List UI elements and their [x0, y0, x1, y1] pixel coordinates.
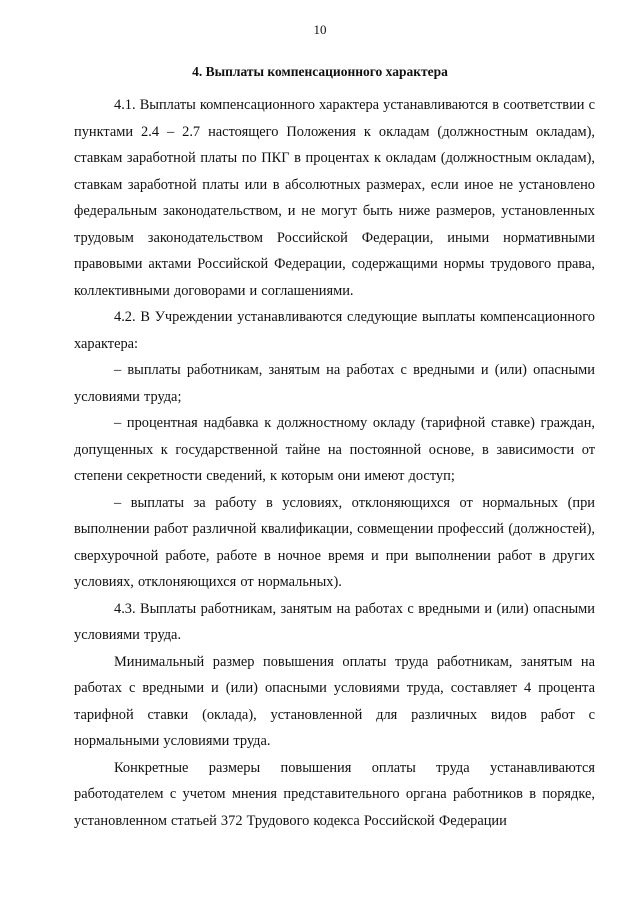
page-number: 10	[313, 22, 327, 37]
paragraph-specific-amounts: Конкретные размеры повышения оплаты труда устанавливаются работодателем с учетом мнения представительного органа работников в порядке, установленном статьей 372 Трудового кодекса Российской Федерации	[74, 759, 595, 829]
paragraph-4-1: 4.1. Выплаты компенсационного характера устанавливаются в соответствии с пунктами 2.4 – 2.7 настоящего Положения к окладам (должностным окладам), ставкам заработной платы по ПКГ в процентах к окладам (должностным окладам), ставкам заработной платы или в абсолютных размерах, если иное не установлено федеральным законодательством, и не могут быть ниже размеров, установленных трудовым законодательством Российской Федерации, иными нормативными правовыми актами Российской Федерации, содержащими нормы трудового права, коллективными договорами и соглашениями.	[74, 97, 595, 299]
paragraph-minimum-increase: Минимальный размер повышения оплаты труда работникам, занятым на работах с вредными и (или) опасными условиями труда, составляет 4 процента тарифной ставки (оклада), установленной для различных видов работ с нормальными условиями труда.	[74, 653, 595, 749]
list-item-harmful-conditions: – выплаты работникам, занятым на работах с вредными и (или) опасными условиями труда;	[74, 362, 595, 405]
paragraph-4-3: 4.3. Выплаты работникам, занятым на работах с вредными и (или) опасными условиями труда.	[74, 600, 595, 643]
document-body	[74, 92, 595, 834]
paragraph-4-2: 4.2. В Учреждении устанавливаются следующие выплаты компенсационного характера:	[74, 309, 595, 352]
list-item-abnormal-conditions: – выплаты за работу в условиях, отклоняющихся от нормальных (при выполнении работ различной квалификации, совмещении профессий (должностей), сверхурочной работе, работе в ночное время и при выполнении работ в других условиях, отклоняющихся от нормальных).	[74, 494, 595, 590]
section-title: 4. Выплаты компенсационного характера	[192, 64, 448, 79]
list-item-state-secret-allowance: – процентная надбавка к должностному окладу (тарифной ставке) граждан, допущенных к государственной тайне на постоянной основе, в зависимости от степени секретности сведений, к которым они имеют доступ;	[74, 415, 595, 484]
